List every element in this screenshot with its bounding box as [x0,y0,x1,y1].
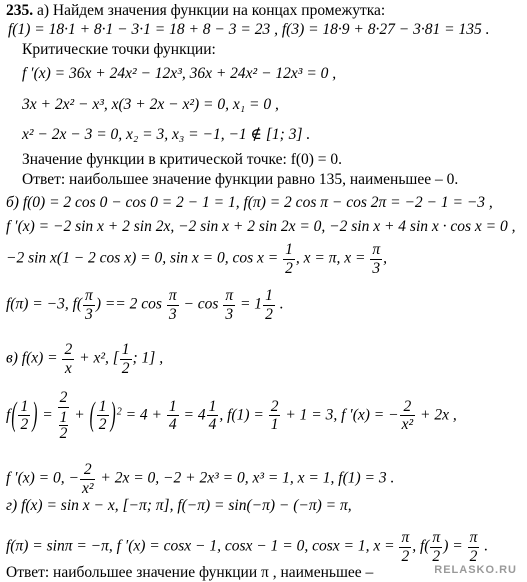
fraction-one-half: $\frac{1}{2}$ [285,241,293,277]
fraction-two-over-x: $\frac{2}{x}$ [64,341,73,377]
line-17: f(π) = sinπ = −π, f ′(x) = cosx − 1, cosx − 1 = 0, cosx = 1, x = $\frac{\pi}{2}$ , f( $\frac{\pi}{2}$ ) = $\frac{\pi}{2}$ . [6,529,489,565]
line-17-c: ) = [443,537,467,555]
equals-sign: = [42,406,53,424]
line-3: Критические точки функции: [22,41,216,58]
fraction-pi-half-arg: $\frac{\pi}{2}$ [432,529,441,565]
line-10: f ′(x) = −2 sin x + 2 sin 2x, −2 sin x + 2 sin 2x = 0, −2 sin x + 4 sin x · cos x = 0 , [6,218,516,235]
line-12-b: ) == 2 cos [95,295,166,313]
fraction-two-over-x2: $\frac{2}{\text{x²}}$ [401,397,414,434]
line-4: f ′(x) = 36x + 24x² − 12x³, 36x + 24x² − 12x³ = 0 , [22,65,337,82]
fraction-squared-half: $\frac{1}{2}$ [98,397,107,434]
fraction-two-over-x2-b: $\frac{2}{\text{x²}}$ [81,461,94,497]
plus-sign: + [74,406,85,424]
line-7: Значение функции в критической точке: f(0) = 0. [22,151,343,168]
line-15 [6,462,394,496]
fraction-pi-half: $\frac{\pi}{2}$ [401,529,410,565]
line-12-d: = 1 [236,295,263,313]
fraction-interval-half: $\frac{1}{2}$ [121,341,130,377]
line-11-a: −2 sin x(1 − 2 cos x) = 0, sin x = 0, cos x = [6,249,283,267]
fraction-one-fourth-mixed: $\frac{1}{4}$ [208,397,217,434]
line-11-b: , x = π, x = [295,249,370,267]
fraction-one-half-mixed: $\frac{1}{2}$ [265,287,273,323]
line-8: Ответ: наибольшее значение функции равно 135, наименьшее – 0. [22,171,459,188]
line-6: x² − 2x − 3 = 0, x₂ = 3, x₃ = −1, −1 ∉ [1; 3] . [22,126,311,143]
f-letter: f [6,406,11,424]
line-13-c: ; 1] , [132,349,164,367]
right-paren: ) [32,396,38,434]
line-14-d: + 1 = 3, f ′(x) = − [281,406,399,424]
right-paren-2: ) [110,396,116,434]
line-12: f(π) = −3, f( $\frac{\pi}{3}$ ) == 2 cos $\frac{\pi}{3}$ − cos $\frac{\pi}{3}$ = 1 $\frac{1}{2}$ . [6,287,284,323]
line-13-b: + x², [ [75,349,119,367]
fraction-pi-third: $\frac{\pi}{3}$ [372,241,381,277]
line-18: Ответ: наибольшее значение функции π , наименьшее – [6,564,374,581]
line-14-b: = 4 [179,406,206,424]
watermark: RELASKO.RU [434,564,517,576]
line-17-a: f(π) = sinπ = −π, f ′(x) = cosx − 1, cosx − 1 = 0, cosx = 1, x = [6,537,399,555]
exponent-two: 2 [116,406,122,418]
fraction-two-over-one: $\frac{2}{1}$ [270,397,279,434]
line-14-e: + 2x , [416,406,457,424]
line-17-b: , f( [412,537,430,555]
line-13 [6,342,163,376]
line-14 [6,390,457,442]
left-paren: ( [11,396,17,434]
problem-number: 235. [6,2,34,19]
line-5: 3x + 2x² − x³, x(3 + 2x − x²) = 0, x₁ = 0 , [22,96,279,113]
fraction-pi-half-result: $\frac{\pi}{2}$ [469,529,478,565]
fraction-pi-third-arg: $\frac{\pi}{3}$ [85,287,93,323]
left-paren-2: ( [89,396,95,434]
line-1 [6,3,385,19]
line-13-a: в) f(x) = [6,349,62,367]
line-15-a: f ′(x) = 0, − [6,469,79,487]
line-15-b: + 2x = 0, −2 + 2x³ = 0, x³ = 1, x = 1, f(1) = 3 . [96,469,395,487]
line-11: −2 sin x(1 − 2 cos x) = 0, sin x = 0, cos x = $\frac{1}{2}$ , x = π, x = $\frac{\pi}{3}$ , [6,241,387,277]
line-1-text: а) Найдем значения функции на концах промежутка: [37,2,386,19]
line-12-c: − cos [179,295,223,313]
line-16: г) f(x) = sin x − x, [−π; π], f(−π) = sin(−π) − (−π) = π, [6,497,352,514]
fraction-arg-half: $\frac{1}{2}$ [20,397,29,434]
line-14-c: , f(1) = [219,406,268,424]
fraction-pi-third-cos1: $\frac{\pi}{3}$ [168,287,177,323]
fraction-one-fourth: $\frac{1}{4}$ [168,397,177,434]
line-12-a: f(π) = −3, f( [6,295,83,313]
line-9: б) f(0) = 2 cos 0 − cos 0 = 2 − 1 = 1, f(π) = 2 cos π − cos 2π = −2 − 1 = −3 , [6,194,493,211]
complex-fraction: $\frac{2}{\frac{1}{2}}$ [59,389,68,442]
fraction-pi-third-cos2: $\frac{\pi}{3}$ [225,287,234,323]
line-14-a: = 4 + [121,406,166,424]
line-2: f(1) = 18·1 + 8·1 − 3·1 = 18 + 8 − 3 = 23 , f(3) = 18·9 + 8·27 − 3·81 = 135 . [8,21,490,38]
